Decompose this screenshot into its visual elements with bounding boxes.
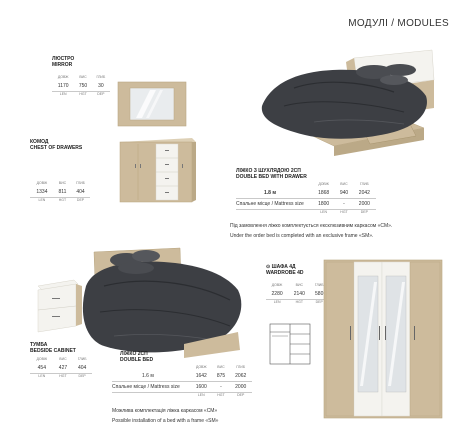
chest-image: [116, 134, 200, 206]
dim-header-height: ВИС: [340, 182, 348, 186]
bed-label: [120, 351, 153, 363]
bed-mattress-height: -: [220, 383, 222, 390]
bed-drawer-mattress-depth: 2000: [358, 200, 370, 207]
dim-header-depth: ГЛИБ: [76, 181, 85, 185]
bed-mattress-width: 1600: [195, 383, 207, 390]
wardrobe-depth: 580: [315, 290, 324, 297]
wardrobe-image: [322, 256, 446, 422]
nightstand-depth: 404: [77, 364, 87, 371]
dim-header-depth: ГЛИБ: [314, 283, 324, 287]
bed-drawer-height: 940: [339, 189, 349, 196]
chest-name-en: CHEST OF DRAWERS: [30, 145, 83, 151]
chest-width: 1334: [36, 188, 48, 195]
dim-unit-height: HGT: [79, 92, 87, 96]
dim-unit-width: LEN: [320, 210, 328, 214]
bed-drawer-name-en: DOUBLE BED WITH DRAWER: [236, 174, 307, 180]
mirror-height: 750: [78, 82, 88, 89]
wardrobe-interior-diagram: [268, 322, 312, 366]
bed-name-en: DOUBLE BED: [120, 357, 154, 363]
dim-header-depth: ГЛИБ: [96, 75, 106, 79]
mirror-depth: 30: [98, 82, 104, 89]
bed-note-ua: Можлива комплектація ліжка каркасом «СМ»: [112, 408, 218, 414]
chest-depth: 404: [76, 188, 85, 195]
bed-drawer-mattress-height: -: [343, 200, 345, 207]
bed-drawer-note-ua: Під замовлення ліжко комплектується ексклюзивним каркасом «СМ».: [230, 223, 393, 229]
dim-header-height: ВИС: [217, 365, 225, 369]
bed-depth: 2062: [235, 372, 247, 379]
bed-mattress-depth: 2000: [235, 383, 247, 390]
nightstand-name-ua: ТУМБА: [30, 342, 48, 348]
bed-width: 1642: [195, 372, 207, 379]
divider: [30, 373, 92, 374]
nightstand-label: [30, 342, 76, 354]
divider: [236, 209, 376, 210]
bed-drawer-name-ua: ЛІЖКО З ШУХЛЯДОЮ 2СП: [236, 168, 301, 174]
bed-note-en: Possible installation of a bed with a frame «SM»: [112, 418, 219, 424]
bed-size: 1.6 м: [142, 372, 154, 379]
dim-unit-height: HGT: [59, 374, 67, 378]
chest-dims-table: [30, 180, 90, 203]
dim-header-width: ДОВЖ: [271, 283, 283, 287]
dim-header-width: ДОВЖ: [36, 181, 48, 185]
mirror-image: [116, 80, 188, 128]
dim-header-depth: ГЛИБ: [359, 182, 369, 186]
divider: [266, 299, 328, 300]
dim-header-width: ДОВЖ: [318, 182, 329, 186]
dim-unit-depth: DEP: [97, 92, 105, 96]
chest-name-ua: КОМОД: [30, 139, 49, 145]
dim-unit-height: HGT: [58, 198, 67, 202]
dim-header-width: ДОВЖ: [57, 75, 69, 79]
chest-label: [30, 139, 82, 151]
dim-unit-depth: DEP: [76, 198, 85, 202]
page-title: МОДУЛІ / MODULES: [348, 18, 449, 29]
bed-drawer-label: [236, 168, 307, 180]
bed-drawer-note-en: Under the order bed is completed with an exclusive frame «SM».: [230, 233, 374, 239]
bed-height: 875: [216, 372, 226, 379]
nightstand-name-en: BEDSIDE CABINET: [30, 348, 76, 354]
dim-header-height: ВИС: [79, 75, 87, 79]
bed-drawer-mattress-label: Спальне місце / Mattress size: [236, 200, 304, 207]
wardrobe-dims-table: [266, 282, 328, 305]
dim-unit-depth: DEP: [237, 393, 245, 397]
mirror-label: [52, 56, 74, 68]
dim-header-width: ДОВЖ: [36, 357, 48, 361]
dim-unit-depth: DEP: [315, 300, 323, 304]
bed-drawer-mattress-width: 1800: [318, 200, 330, 207]
dim-unit-width: LEN: [273, 300, 281, 304]
chest-height: 811: [58, 188, 67, 195]
divider: [30, 197, 90, 198]
nightstand-height: 427: [58, 364, 68, 371]
wardrobe-name-ua-text: ШАФА 4Д: [271, 264, 296, 270]
dim-unit-depth: DEP: [78, 374, 86, 378]
dim-unit-width: LEN: [38, 198, 46, 202]
dim-header-height: ВИС: [59, 357, 67, 361]
dim-header-width: ДОВЖ: [195, 365, 207, 369]
bed-drawer-width: 1868: [318, 189, 330, 196]
divider: [236, 198, 376, 199]
dim-unit-height: HGT: [217, 393, 225, 397]
wardrobe-height: 2140: [293, 290, 305, 297]
bed-with-drawer-image: [254, 48, 436, 158]
mirror-name-ua: ЛЮСТРО: [52, 56, 75, 62]
wardrobe-name-en: WARDROBE 4D: [266, 270, 304, 276]
divider: [112, 381, 252, 382]
dim-unit-width: LEN: [38, 374, 46, 378]
mirror-name-en: MIRROR: [52, 62, 73, 68]
bed-drawer-size: 1.8 м: [264, 189, 277, 196]
dim-header-height: ВИС: [295, 283, 303, 287]
dim-unit-width: LEN: [197, 393, 205, 397]
dim-header-depth: ГЛИБ: [77, 357, 87, 361]
dim-unit-width: LEN: [59, 92, 67, 96]
wardrobe-width: 2280: [271, 290, 283, 297]
mirror-width: 1170: [57, 82, 69, 89]
dim-unit-depth: DEP: [360, 210, 368, 214]
dim-header-height: ВИС: [58, 181, 67, 185]
mirror-dims-table: [52, 74, 110, 97]
bed-drawer-depth: 2042: [358, 189, 370, 196]
wardrobe-label: [266, 264, 304, 276]
nightstand-width: 454: [37, 364, 46, 371]
bed-mattress-label: Спальне місце / Mattress size: [112, 383, 180, 390]
dim-header-depth: ГЛИБ: [236, 365, 246, 369]
bed-name-ua: ЛІЖКО 2СП: [120, 351, 148, 357]
divider: [52, 91, 110, 92]
dim-unit-height: HGT: [340, 210, 348, 214]
nightstand-dims-table: [30, 356, 92, 379]
wardrobe-name-ua: ⊙ ШАФА 4Д: [266, 264, 296, 270]
dim-unit-height: HGT: [295, 300, 303, 304]
divider: [112, 392, 252, 393]
